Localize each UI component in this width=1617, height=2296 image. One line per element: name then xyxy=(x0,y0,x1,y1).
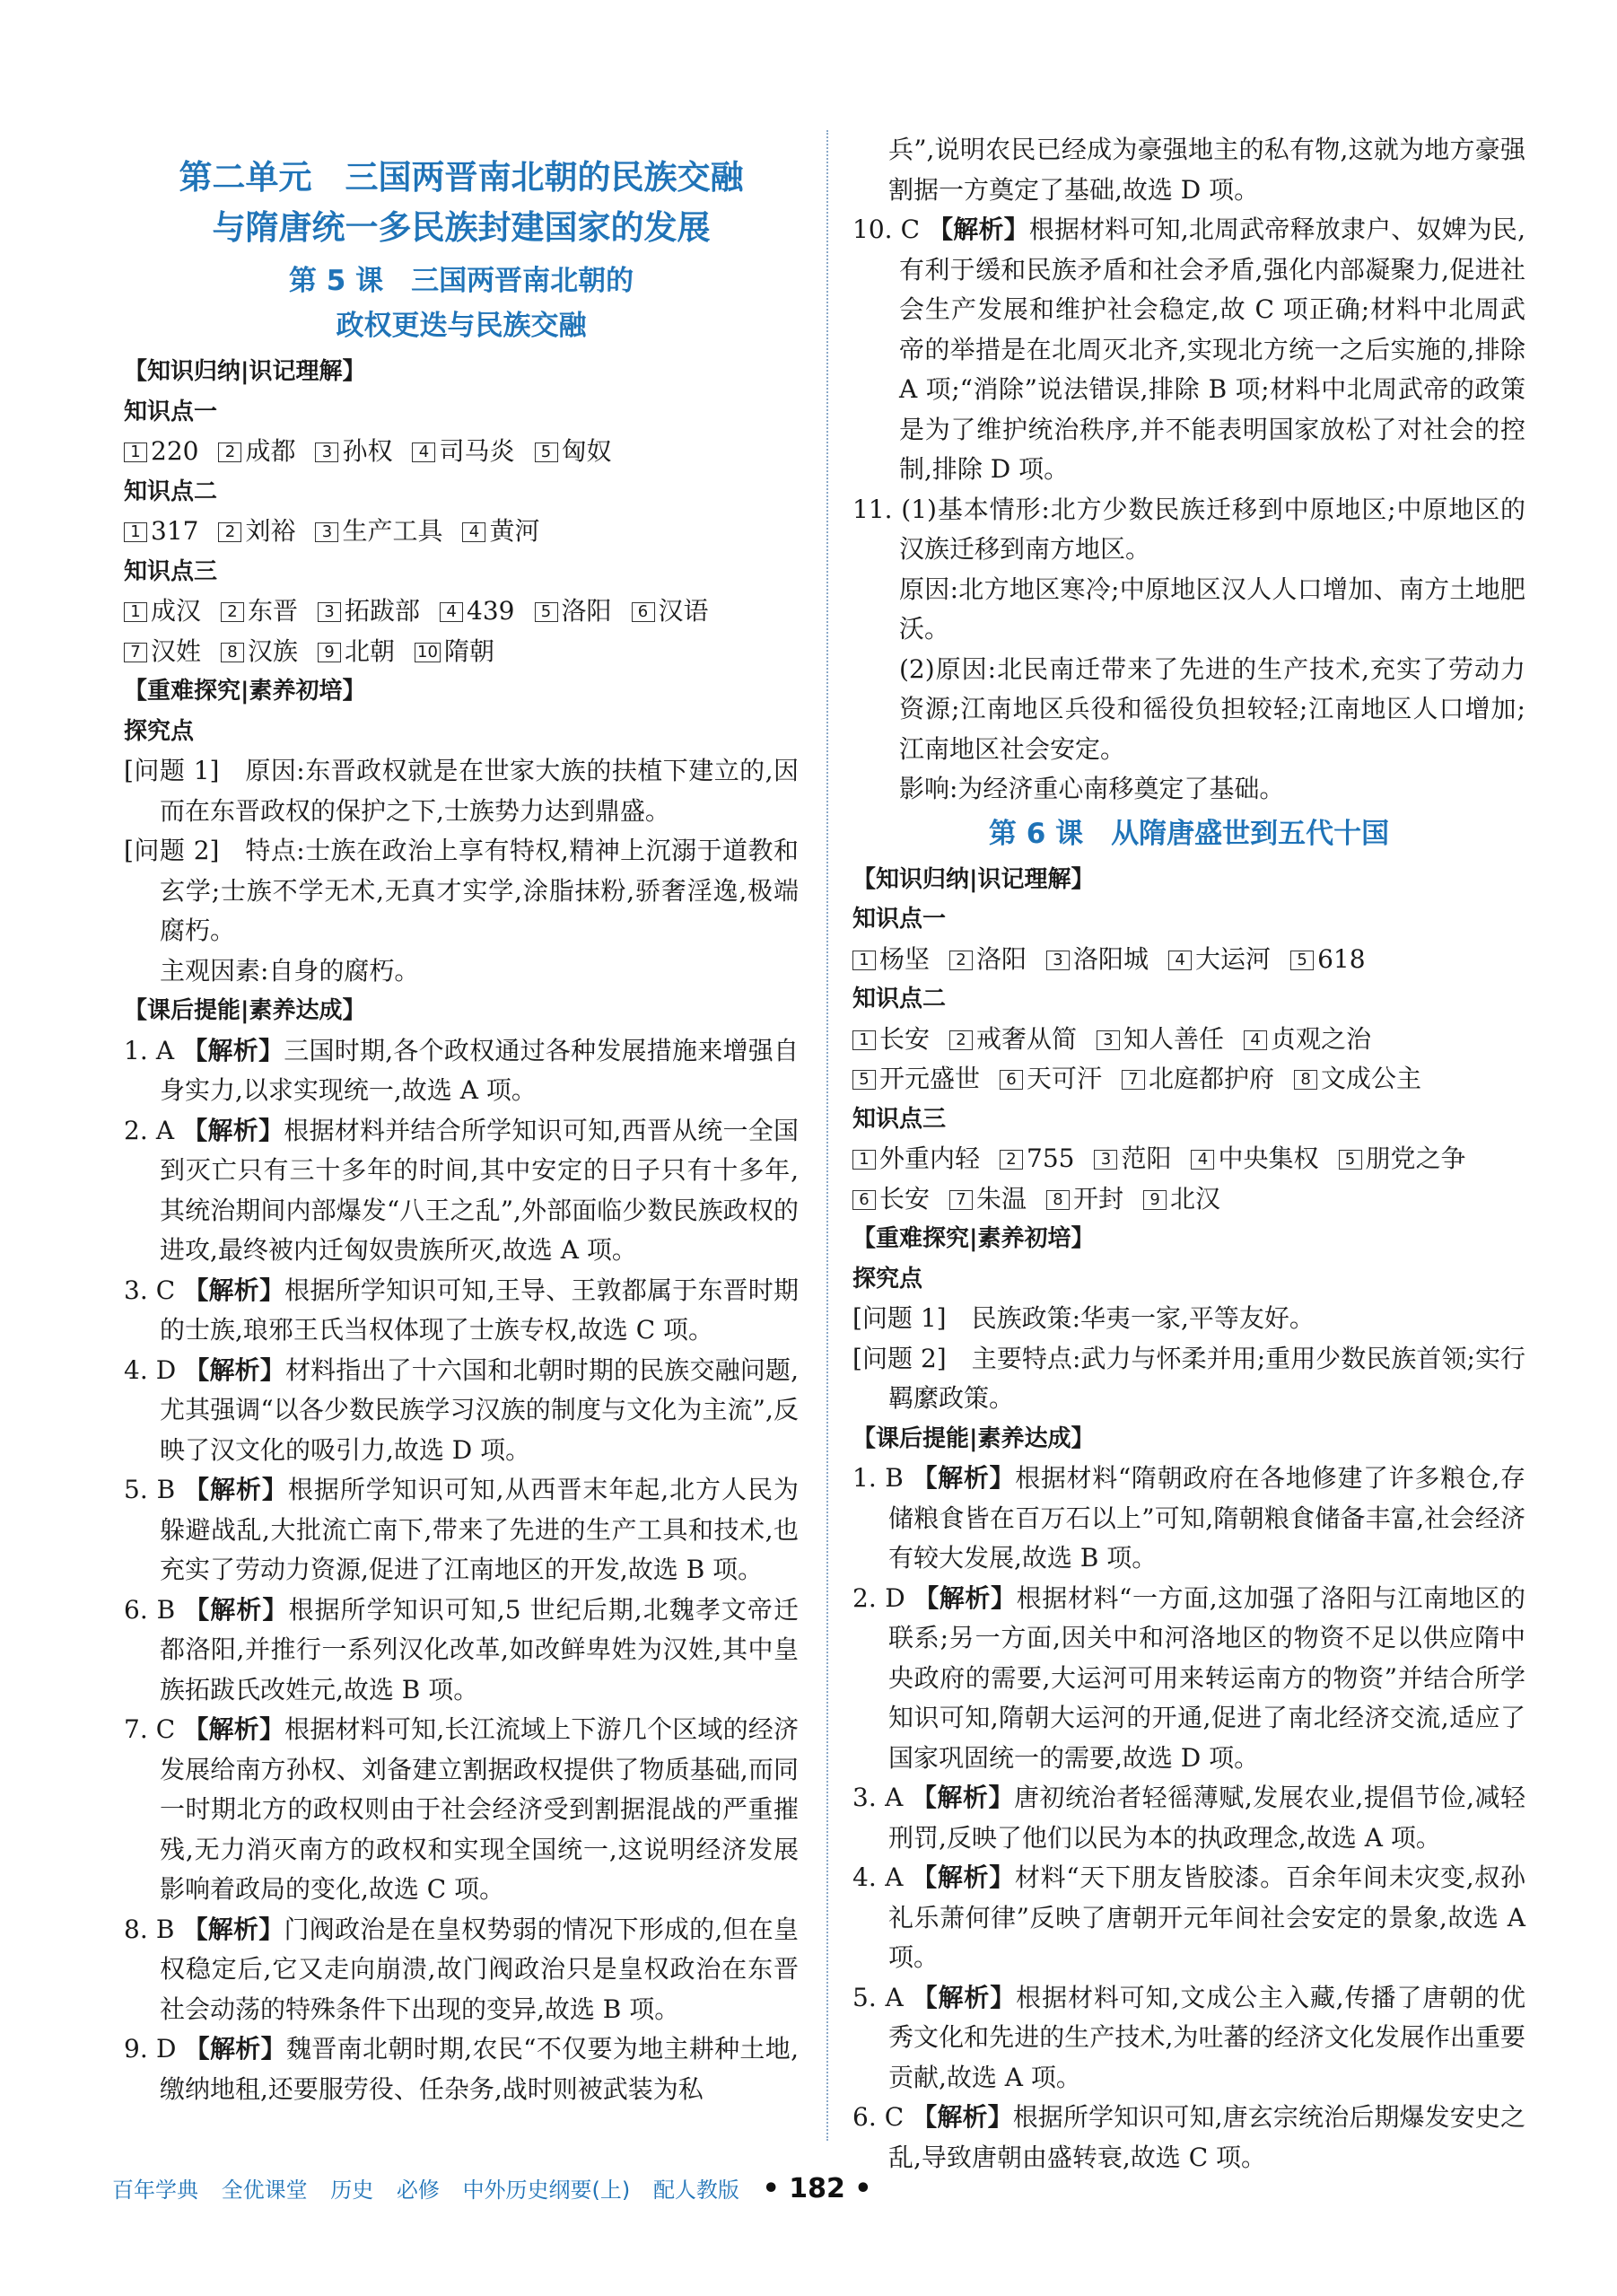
answer-text: 755 xyxy=(1027,1144,1075,1173)
answer-text: 中央集权 xyxy=(1218,1144,1319,1173)
answer-choice: 2. A xyxy=(124,1115,175,1145)
answer-number-box: 6 xyxy=(852,1190,876,1210)
fill-answer xyxy=(949,1179,1027,1220)
lesson5-answer-11-reason: 原因:北方地区寒冷;中原地区汉人人口增加、南方土地肥沃。 xyxy=(899,574,1525,644)
fill-answer xyxy=(949,1020,1077,1060)
answer-item xyxy=(124,1351,799,1471)
lesson6-kp1-heading: 知识点一 xyxy=(852,906,947,933)
answer-number-box: 8 xyxy=(221,643,244,662)
answer-text: 洛阳 xyxy=(976,943,1027,974)
fill-answer xyxy=(1294,1059,1421,1100)
answer-text: 匈奴 xyxy=(561,436,612,466)
answer-number-box: 7 xyxy=(1122,1070,1145,1090)
answer-text: 618 xyxy=(1317,943,1366,974)
footer-subject: 历史 xyxy=(330,2178,374,2203)
lesson6-kp2-answers-row2 xyxy=(852,1059,1525,1100)
left-column xyxy=(124,135,799,2109)
answer-item xyxy=(124,1591,799,1711)
lesson5-kp3-answers-row1 xyxy=(124,592,799,632)
fill-answer xyxy=(852,1139,980,1179)
analysis-tag: 【解析】 xyxy=(184,2034,286,2064)
unit-title: 第二单元 三国两晋南北朝的民族交融 与隋唐统一多民族封建国家的发展 xyxy=(179,158,744,247)
answer-text: 开元盛世 xyxy=(879,1064,981,1093)
footer-series: 全优课堂 xyxy=(221,2178,308,2203)
answer-text: 天可汗 xyxy=(1027,1064,1103,1093)
answer-number-box: 4 xyxy=(412,443,435,462)
lesson6-kp3-answers-row1 xyxy=(852,1139,1525,1179)
answer-number-box: 10 xyxy=(415,643,441,662)
fill-answer xyxy=(315,432,392,472)
answer-text: 朋党之争 xyxy=(1365,1144,1466,1173)
fill-answer xyxy=(535,592,612,632)
lesson6-kp3-answers-row2 xyxy=(852,1179,1525,1220)
lesson5-answer-10: 10. C 【解析】根据材料可知,北周武帝释放隶户、奴婢为民,有利于缓和民族矛盾和社会矛盾,强化内部凝聚力,促进社会生产发展和维护社会稳定,故 C 项正确;材料中北周武帝的举措是在北周灭北齐,实现北方统一之后实施的,排除 A 项;“消除”说法错误,排除 B 项;材料中北周武帝的政策是为了维护统治秩序,并不能表明国家放松了对社会的控制,排除 D 项。 xyxy=(852,215,1525,484)
analysis-tag: 【解析】 xyxy=(912,1982,1017,2012)
answer-item xyxy=(852,1778,1525,1858)
answer-number-box: 4 xyxy=(1191,1150,1214,1170)
lesson6-kp1-answers xyxy=(852,940,1525,980)
page-footer xyxy=(112,2172,887,2204)
lesson6-kp2-heading: 知识点二 xyxy=(852,986,947,1012)
answer-number-box: 5 xyxy=(852,1070,876,1090)
fill-answer xyxy=(318,632,395,672)
lesson6-section-explore: 【重难探究|素养初培】 xyxy=(852,1225,1095,1252)
analysis-tag: 【解析】 xyxy=(183,1714,285,1744)
fill-answer xyxy=(124,632,201,672)
lesson6-answer-list xyxy=(852,1459,1525,2178)
fill-answer xyxy=(440,592,514,632)
lesson5-kp2-heading: 知识点二 xyxy=(124,478,218,505)
answer-text: 439 xyxy=(467,596,515,626)
answer-number-box: 1 xyxy=(852,1150,876,1170)
analysis-text: 根据所学知识可知,5 世纪后期,北魏孝文帝迁都洛阳,并推行一系列汉化改革,如改鲜卑姓为汉姓,其中皇族拓跋氏改姓元,故选 B 项。 xyxy=(160,1594,799,1704)
answer-item xyxy=(852,1858,1525,1978)
analysis-text: 唐初统治者轻徭薄赋,发展农业,提倡节俭,减轻刑罚,反映了他们以民为本的执政理念,故选 A 项。 xyxy=(888,1783,1525,1853)
answer-choice: 2. D xyxy=(852,1582,905,1613)
answer-text: 汉姓 xyxy=(151,635,202,666)
answer-number-box: 6 xyxy=(632,602,655,622)
footer-type: 必修 xyxy=(396,2178,440,2203)
answer-text: 杨坚 xyxy=(879,943,931,974)
answer-text: 文成公主 xyxy=(1321,1064,1422,1093)
answer-text: 知人善任 xyxy=(1123,1023,1225,1054)
analysis-text: 材料“天下朋友皆胶漆。百余年间未灾变,叔孙礼乐萧何律”反映了唐朝开元年间社会安定的景象,故选 A 项。 xyxy=(888,1862,1525,1972)
analysis-tag: 【解析】 xyxy=(184,1354,285,1385)
fill-answer xyxy=(1094,1139,1171,1179)
answer-choice: 1. B xyxy=(852,1463,904,1493)
lesson6-question-1: [问题 1] 民族政策:华夷一家,平等友好。 xyxy=(852,1303,1315,1333)
lesson6-section-knowledge: 【知识归纳|识记理解】 xyxy=(852,865,1095,893)
answer-item xyxy=(124,1031,799,1111)
fill-answer xyxy=(124,512,198,552)
fill-answer xyxy=(1097,1020,1224,1060)
answer-number-box: 3 xyxy=(315,522,338,542)
answer-number-box: 9 xyxy=(1143,1190,1167,1210)
answer-item xyxy=(124,2029,799,2109)
answer-text: 朱温 xyxy=(976,1183,1027,1214)
lesson5-section-knowledge: 【知识归纳|识记理解】 xyxy=(124,358,366,385)
answer-text: 成汉 xyxy=(151,596,202,626)
answer-text: 北汉 xyxy=(1170,1183,1221,1214)
answer-text: 220 xyxy=(151,436,199,466)
answer-item xyxy=(124,1271,799,1351)
answer-choice: 5. B xyxy=(124,1475,176,1504)
fill-answer xyxy=(124,592,201,632)
answer-choice: 7. C xyxy=(124,1714,176,1744)
answer-number-box: 2 xyxy=(218,522,241,542)
answer-number-box: 7 xyxy=(124,643,147,662)
fill-answer xyxy=(949,940,1027,980)
answer-number-box: 1 xyxy=(124,522,147,542)
fill-answer xyxy=(1339,1139,1466,1179)
answer-number-box: 1 xyxy=(852,951,876,970)
fill-answer xyxy=(1244,1020,1371,1060)
answer-text: 戒奢从简 xyxy=(976,1023,1078,1054)
lesson5-section-explore: 【重难探究|素养初培】 xyxy=(124,678,366,705)
analysis-tag: 【解析】 xyxy=(182,1035,284,1065)
analysis-tag: 【解析】 xyxy=(912,2102,1013,2132)
answer-number-box: 1 xyxy=(124,443,147,462)
analysis-text: 三国时期,各个政权通过各种发展措施来增强自身实力,以求实现统一,故选 A 项。 xyxy=(160,1035,800,1105)
answer-number-box: 4 xyxy=(462,522,485,542)
lesson5-question-2-extra: 主观因素:自身的腐朽。 xyxy=(160,955,420,986)
fill-answer xyxy=(535,432,612,472)
lesson5-answer-list xyxy=(124,1031,799,2110)
answer-number-box: 5 xyxy=(535,602,558,622)
answer-number-box: 4 xyxy=(1244,1030,1267,1050)
answer-text: 外重内轻 xyxy=(879,1144,981,1173)
answer-text: 成都 xyxy=(245,436,296,466)
answer-number-box: 3 xyxy=(1097,1030,1120,1050)
lesson5-section-after: 【课后提能|素养达成】 xyxy=(124,997,366,1024)
analysis-text: 根据所学知识可知,唐玄宗统治后期爆发安史之乱,导致唐朝由盛转衰,故选 C 项。 xyxy=(888,2102,1525,2172)
lesson5-question-1: [问题 1] 原因:东晋政权就是在世家大族的扶植下建立的,因而在东晋政权的保护之下,士族势力达到鼎盛。 xyxy=(124,756,799,826)
answer-choice: 9. D xyxy=(124,2034,177,2064)
analysis-text: 根据材料可知,长江流域上下游几个区域的经济发展给南方孙权、刘备建立割据政权提供了物质基础,而同一时期北方的政权则由于社会经济受到割据混战的严重摧残,无力消灭南方的政权和实现全国统一,这说明经济发展影响着政局的变化,故选 C 项。 xyxy=(160,1714,800,1904)
answer-text: 黄河 xyxy=(489,516,540,546)
analysis-tag: 【解析】 xyxy=(184,1594,289,1625)
answer-text: 生产工具 xyxy=(342,516,443,546)
fill-answer xyxy=(1000,1059,1102,1100)
answer-item xyxy=(124,1470,799,1591)
fill-answer xyxy=(1122,1059,1274,1100)
lesson5-kp3-answers-row2 xyxy=(124,632,799,672)
page-number: • 182 • xyxy=(762,2173,872,2204)
answer-item xyxy=(852,1579,1525,1779)
answer-item xyxy=(124,1710,799,1910)
answer-text: 贞观之治 xyxy=(1271,1023,1372,1054)
answer-number-box: 3 xyxy=(1046,951,1070,970)
answer-choice: 3. C xyxy=(124,1275,176,1305)
analysis-tag: 【解析】 xyxy=(182,1914,284,1944)
lesson5-answer-9-continued: 兵”,说明农民已经成为豪强地主的私有物,这就为地方豪强割据一方奠定了基础,故选 D 项。 xyxy=(888,135,1525,205)
answer-number-box: 1 xyxy=(852,1030,876,1050)
fill-answer xyxy=(221,632,298,672)
answer-choice: 4. D xyxy=(124,1354,177,1385)
answer-number-box: 5 xyxy=(1339,1150,1362,1170)
answer-text: 长安 xyxy=(879,1023,931,1054)
answer-number-box: 2 xyxy=(1000,1150,1023,1170)
answer-item xyxy=(852,1978,1525,2099)
answer-number-box: 2 xyxy=(949,1030,973,1050)
fill-answer xyxy=(852,1179,930,1220)
answer-choice: 1. A xyxy=(124,1035,175,1065)
fill-answer xyxy=(1168,940,1271,980)
answer-item xyxy=(852,2098,1525,2178)
fill-answer xyxy=(852,1020,930,1060)
answer-number-box: 6 xyxy=(1000,1070,1023,1090)
column-divider xyxy=(826,130,828,2141)
fill-answer xyxy=(1191,1139,1318,1179)
answer-text: 洛阳 xyxy=(561,596,612,626)
answer-number-box: 5 xyxy=(535,443,558,462)
analysis-tag: 【解析】 xyxy=(183,1275,285,1305)
answer-text: 拓跋部 xyxy=(345,596,421,626)
answer-item xyxy=(852,1459,1525,1579)
answer-number-box: 9 xyxy=(318,643,341,662)
answer-text: 汉语 xyxy=(658,596,709,626)
answer-number-box: 2 xyxy=(949,951,973,970)
fill-answer xyxy=(1046,1179,1123,1220)
lesson5-answer-11-part1: 11. (1)基本情形:北方少数民族迁移到中原地区;中原地区的汉族迁移到南方地区。 xyxy=(852,494,1525,564)
answer-text: 317 xyxy=(151,516,199,546)
lesson5-answer-11-part2: (2)原因:北民南迁带来了先进的生产技术,充实了劳动力资源;江南地区兵役和徭役负担较轻;江南地区人口增加;江南地区社会安定。 xyxy=(899,653,1525,764)
footer-book: 中外历史纲要(上) xyxy=(462,2178,631,2203)
answer-number-box: 2 xyxy=(218,443,241,462)
right-column xyxy=(852,130,1525,2178)
lesson5-kp1-heading: 知识点一 xyxy=(124,398,218,425)
analysis-text: 根据所学知识可知,王导、王敦都属于东晋时期的士族,琅邪王氏当权体现了士族专权,故选 C 项。 xyxy=(160,1275,800,1345)
answer-text: 隋朝 xyxy=(443,635,494,666)
analysis-text: 材料指出了十六国和北朝时期的民族交融问题,尤其强调“以各少数民族学习汉族的制度与文化为主流”,反映了汉文化的吸引力,故选 D 项。 xyxy=(160,1354,799,1465)
lesson5-kp1-answers xyxy=(124,432,799,472)
answer-number-box: 2 xyxy=(221,602,244,622)
analysis-tag: 【解析】 xyxy=(184,1475,288,1504)
answer-number-box: 3 xyxy=(318,602,341,622)
lesson6-section-after: 【课后提能|素养达成】 xyxy=(852,1424,1095,1452)
answer-number-box: 8 xyxy=(1294,1070,1317,1090)
fill-answer xyxy=(315,512,442,552)
fill-answer xyxy=(124,432,198,472)
answer-choice: 4. A xyxy=(852,1862,904,1892)
answer-text: 长安 xyxy=(879,1183,931,1214)
answer-number-box: 8 xyxy=(1046,1190,1070,1210)
answer-text: 刘裕 xyxy=(245,516,296,546)
answer-choice: 6. C xyxy=(852,2102,905,2132)
analysis-tag: 【解析】 xyxy=(182,1115,284,1145)
fill-answer xyxy=(462,512,539,552)
answer-text: 汉族 xyxy=(248,635,299,666)
footer-brand: 百年学典 xyxy=(112,2178,198,2203)
lesson5-question-2: [问题 2] 特点:士族在政治上享有特权,精神上沉溺于道教和玄学;士族不学无术,无真才实学,涂脂抹粉,骄奢淫逸,极端腐朽。 xyxy=(124,836,799,945)
answer-number-box: 4 xyxy=(1168,951,1192,970)
answer-text: 孙权 xyxy=(342,436,393,466)
lesson6-title: 第 6 课 从隋唐盛世到五代十国 xyxy=(988,817,1390,850)
answer-choice: 5. A xyxy=(852,1982,904,2012)
fill-answer xyxy=(415,632,494,672)
answer-text: 范阳 xyxy=(1121,1144,1172,1173)
fill-answer xyxy=(218,432,295,472)
fill-answer xyxy=(852,940,930,980)
analysis-text: 根据所学知识可知,从西晋末年起,北方人民为躲避战乱,大批流亡南下,带来了先进的生产工具和技术,也充实了劳动力资源,促进了江南地区的开发,故选 B 项。 xyxy=(160,1475,799,1584)
fill-answer xyxy=(221,592,298,632)
lesson6-question-2: [问题 2] 主要特点:武力与怀柔并用;重用少数民族首领;实行羁縻政策。 xyxy=(852,1343,1525,1413)
fill-answer xyxy=(1290,940,1365,980)
answer-number-box: 1 xyxy=(124,602,147,622)
answer-choice: 8. B xyxy=(124,1914,175,1944)
lesson6-kp2-answers-row1 xyxy=(852,1020,1525,1060)
answer-choice: 3. A xyxy=(852,1783,904,1812)
analysis-text: 门阀政治是在皇权势弱的情况下形成的,但在皇权稳定后,它又走向崩溃,故门阀政治只是皇权政治在东晋社会动荡的特殊条件下出现的变异,故选 B 项。 xyxy=(160,1914,799,2024)
answer-text: 北庭都护府 xyxy=(1149,1064,1275,1093)
fill-answer xyxy=(1000,1139,1074,1179)
fill-answer xyxy=(1143,1179,1220,1220)
lesson5-explore-point: 探究点 xyxy=(124,717,195,745)
answer-number-box: 3 xyxy=(315,443,338,462)
fill-answer xyxy=(318,592,420,632)
answer-number-box: 7 xyxy=(949,1190,973,1210)
answer-number-box: 4 xyxy=(440,602,463,622)
answer-text: 大运河 xyxy=(1195,943,1272,974)
lesson6-kp3-heading: 知识点三 xyxy=(852,1105,947,1133)
analysis-text: 根据材料“一方面,这加强了洛阳与江南地区的联系;另一方面,因关中和河洛地区的物资不足以供应隋中央政府的需要,大运河可用来转运南方的物资”并结合所学知识可知,隋朝大运河的开通,促进了南北经济交流,适应了国家巩固统一的需要,故选 D 项。 xyxy=(888,1582,1525,1773)
answer-number-box: 5 xyxy=(1290,951,1314,970)
lesson5-title: 第 5 课 三国两晋南北朝的 政权更迭与民族交融 xyxy=(288,265,634,342)
answer-text: 司马炎 xyxy=(439,436,515,466)
analysis-tag: 【解析】 xyxy=(912,1862,1015,1892)
fill-answer xyxy=(412,432,514,472)
answer-text: 北朝 xyxy=(345,635,396,666)
answer-text: 洛阳城 xyxy=(1073,943,1149,974)
analysis-text: 魏晋南北朝时期,农民“不仅要为地主耕种土地,缴纳地租,还要服劳役、任杂务,战时则被武装为私 xyxy=(160,2034,799,2104)
answer-item xyxy=(124,1111,799,1271)
analysis-text: 根据材料并结合所学知识可知,西晋从统一全国到灭亡只有三十多年的时间,其中安定的日子只有十多年,其统治期间内部爆发“八王之乱”,外部面临少数民族政权的进攻,最终被内迁匈奴贵族所灭,故选 A 项。 xyxy=(160,1115,800,1265)
answer-number-box: 3 xyxy=(1094,1150,1117,1170)
fill-answer xyxy=(1046,940,1149,980)
fill-answer xyxy=(218,512,295,552)
analysis-text: 根据材料可知,文成公主入藏,传播了唐朝的优秀文化和先进的生产技术,为吐蕃的经济文化发展作出重要贡献,故选 A 项。 xyxy=(888,1982,1525,2092)
analysis-tag: 【解析】 xyxy=(913,1582,1017,1613)
lesson6-explore-point: 探究点 xyxy=(852,1265,923,1293)
fill-answer xyxy=(852,1059,980,1100)
answer-text: 东晋 xyxy=(248,596,299,626)
lesson5-kp2-answers xyxy=(124,512,799,552)
answer-item xyxy=(124,1910,799,2030)
fill-answer xyxy=(632,592,709,632)
analysis-tag: 【解析】 xyxy=(911,1783,1014,1812)
answer-choice: 6. B xyxy=(124,1594,176,1625)
analysis-tag: 【解析】 xyxy=(912,1463,1016,1493)
footer-edition: 配人教版 xyxy=(652,2178,739,2203)
analysis-text: 根据材料“隋朝政府在各地修建了许多粮仓,存储粮食皆在百万石以上”可知,隋朝粮食储备丰富,社会经济有较大发展,故选 B 项。 xyxy=(888,1463,1525,1573)
lesson5-answer-11-impact: 影响:为经济重心南移奠定了基础。 xyxy=(899,774,1285,803)
lesson5-kp3-heading: 知识点三 xyxy=(124,557,218,585)
answer-text: 开封 xyxy=(1073,1183,1124,1214)
